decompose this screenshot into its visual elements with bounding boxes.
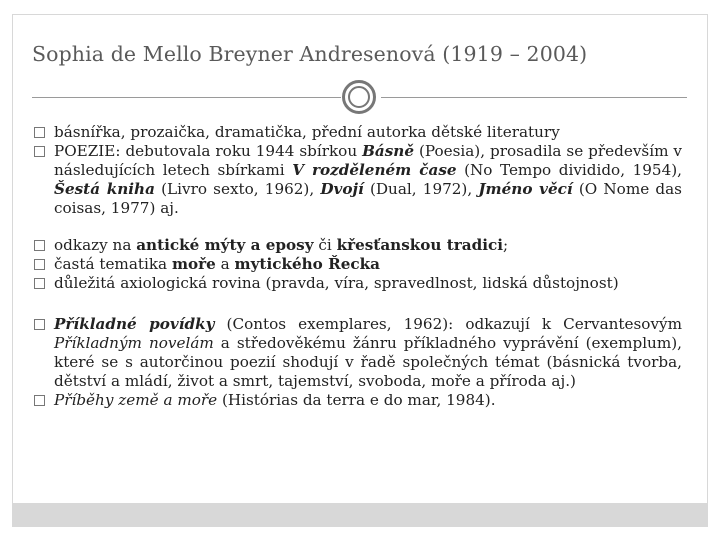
checkbox-bullet-icon — [34, 146, 45, 157]
title-rule-right — [381, 97, 687, 98]
title-rule-left — [32, 97, 341, 98]
list-item: častá tematika moře a mytického Řecka — [34, 255, 682, 274]
slide-content — [34, 123, 682, 410]
checkbox-bullet-icon — [34, 259, 45, 270]
slide-title — [32, 42, 692, 66]
checkbox-bullet-icon — [34, 127, 45, 138]
list-item: básnířka, prozaička, dramatička, přední autorka dětské literatury — [34, 123, 682, 142]
list-item: důležitá axiologická rovina (pravda, víra, spravedlnost, lidská důstojnost) — [34, 274, 682, 293]
checkbox-bullet-icon — [34, 319, 45, 330]
list-item: Příběhy země a moře (Histórias da terra e do mar, 1984). — [34, 391, 682, 410]
list-item: odkazy na antické mýty a eposy či křesťanskou tradici; — [34, 236, 682, 255]
title-years: (1919 – 2004) — [442, 42, 588, 66]
footer-bar — [12, 503, 708, 527]
checkbox-bullet-icon — [34, 240, 45, 251]
ring-ornament-icon — [342, 80, 376, 114]
title-name: Sophia de Mello Breyner Andresenová — [32, 42, 436, 66]
checkbox-bullet-icon — [34, 278, 45, 289]
list-item: POEZIE: debutovala roku 1944 sbírkou Básně (Poesia), prosadila se především v následujících letech sbírkami V rozděleném čase (No Tempo dividido, 1954), Šestá kniha (Livro sexto, 1962), Dvojí (Dual, 1972), Jméno věcí (O Nome das coisas, 1977) aj. — [34, 142, 682, 218]
list-item: Příkladné povídky (Contos exemplares, 1962): odkazují k Cervantesovým Příkladným novelám a středověkému žánru příkladného vyprávění (exemplum), které se s autorčinou poezií shodují v řadě společných témat (básnická tvorba, dětství a mládí, život a smrt, tajemství, svoboda, moře a příroda aj.) — [34, 315, 682, 391]
checkbox-bullet-icon — [34, 395, 45, 406]
